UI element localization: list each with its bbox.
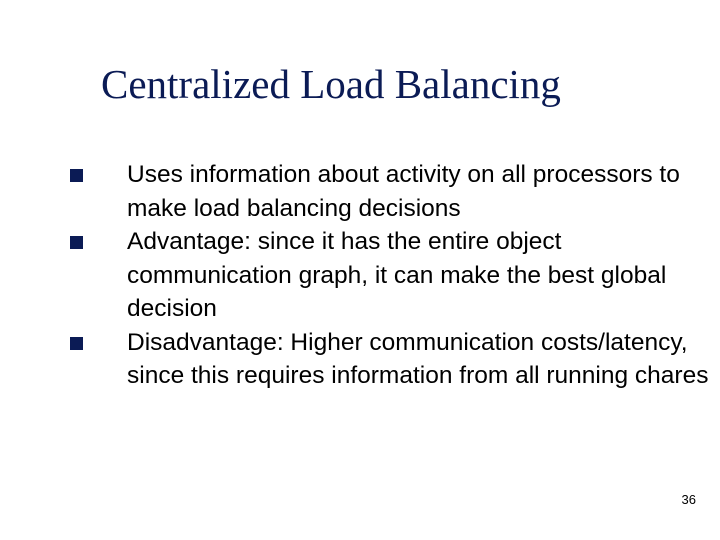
bullet-text: Disadvantage: Higher communication costs/latency, since this requires information from all running chares xyxy=(127,328,709,389)
bullet-text: Advantage: since it has the entire object communication graph, it can make the best global decision xyxy=(127,228,667,322)
bullet-item xyxy=(70,158,710,225)
slide-title: Centralized Load Balancing xyxy=(101,61,561,107)
square-bullet-icon xyxy=(70,169,83,182)
bullet-item xyxy=(70,326,710,393)
bullet-text: Uses information about activity on all processors to make load balancing decisions xyxy=(127,161,680,222)
page-number: 36 xyxy=(681,492,696,507)
bullet-item xyxy=(70,225,710,326)
bullet-list xyxy=(70,158,710,393)
square-bullet-icon xyxy=(70,236,83,249)
square-bullet-icon xyxy=(70,337,83,350)
